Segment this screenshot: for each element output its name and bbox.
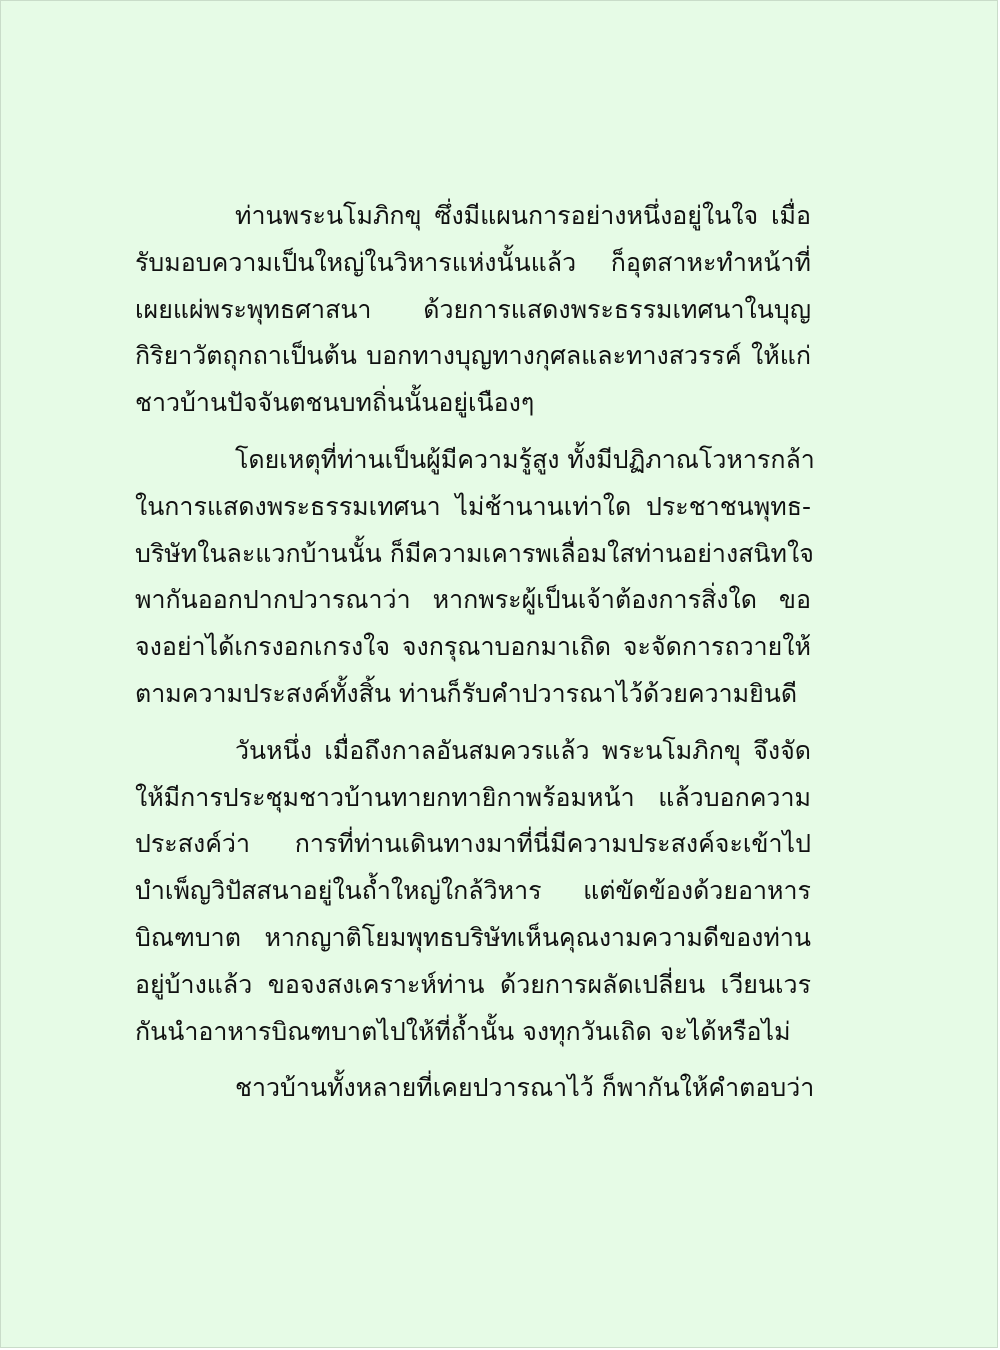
text-line: บิณฑบาต หากญาติโยมพุทธบริษัทเห็นคุณงามความดีของท่าน	[135, 922, 811, 952]
text-line: ให้มีการประชุมชาวบ้านทายกทายิกาพร้อมหน้า แล้วบอกความ	[135, 782, 811, 812]
text-line: กิริยาวัตถุกถาเป็นต้น บอกทางบุญทางกุศลและทางสวรรค์ ให้แก่	[135, 341, 811, 371]
text-line: รับมอบความเป็นใหญ่ในวิหารแห่งนั้นแล้ว ก็อุตสาหะทำหน้าที่	[135, 247, 811, 277]
text-line: อยู่บ้างแล้ว ขอจงสงเคราะห์ท่าน ด้วยการผลัดเปลี่ยน เวียนเวร	[135, 969, 811, 999]
text-line: ท่านพระนโมภิกขุ ซึ่งมีแผนการอย่างหนึ่งอยู่ในใจ เมื่อ	[235, 201, 811, 230]
body-text	[135, 193, 815, 1112]
paragraph-4	[135, 1065, 815, 1112]
text-line: วันหนึ่ง เมื่อถึงกาลอันสมควรแล้ว พระนโมภิกขุ จึงจัด	[235, 735, 811, 765]
text-line: บำเพ็ญวิปัสสนาอยู่ในถ้ำใหญ่ใกล้วิหาร แต่ขัดข้องด้วยอาหาร	[135, 876, 811, 906]
text-line: ชาวบ้านทั้งหลายที่เคยปวารณาไว้ ก็พากันให้คำตอบว่า	[235, 1073, 815, 1103]
text-line: ชาวบ้านปัจจันตชนบทถิ่นนั้นอยู่เนืองๆ	[135, 388, 535, 418]
text-line: กันนำอาหารบิณฑบาตไปให้ที่ถ้ำนั้น จงทุกวันเถิด จะได้หรือไม่	[135, 1016, 791, 1046]
text-line: ในการแสดงพระธรรมเทศนา ไม่ช้านานเท่าใด ประชาชนพุทธ-	[135, 491, 811, 521]
text-line: ตามความประสงค์ทั้งสิ้น ท่านก็รับคำปวารณาไว้ด้วยความยินดี	[135, 678, 798, 708]
text-line: ประสงค์ว่า การที่ท่านเดินทางมาที่นี่มีความประสงค์จะเข้าไป	[135, 829, 811, 859]
text-line: เผยแผ่พระพุทธศาสนา ด้วยการแสดงพระธรรมเทศนาในบุญ	[135, 294, 811, 324]
text-line: จงอย่าได้เกรงอกเกรงใจ จงกรุณาบอกมาเถิด จะจัดการถวายให้	[135, 632, 811, 662]
text-line: พากันออกปากปวารณาว่า หากพระผู้เป็นเจ้าต้องการสิ่งใด ขอ	[135, 585, 811, 615]
paragraph-2	[135, 437, 815, 718]
paragraph-3	[135, 728, 811, 1056]
paragraph-1	[135, 193, 811, 427]
text-line: บริษัทในละแวกบ้านนั้น ก็มีความเคารพเลื่อมใสท่านอย่างสนิทใจ	[135, 538, 814, 568]
text-line: โดยเหตุที่ท่านเป็นผู้มีความรู้สูง ทั้งมีปฏิภาณโวหารกล้า	[235, 444, 815, 474]
